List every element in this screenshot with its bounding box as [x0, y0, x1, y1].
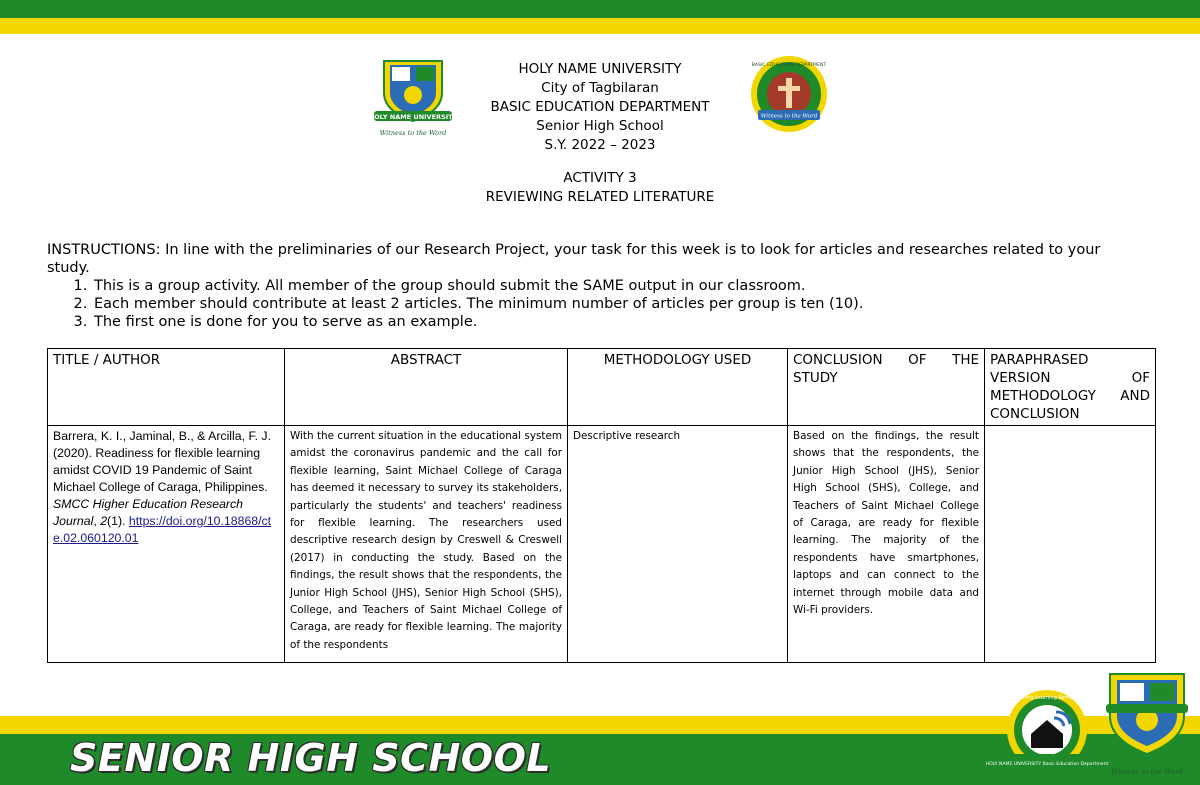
instructions-intro: INSTRUCTIONS: In line with the preliminaries of our Research Project, your task for this week is to look for articles and researches related to your study.: [47, 242, 1101, 276]
instruction-item: 3. The first one is done for you to serve as an example.: [92, 313, 1147, 331]
author-citation: Barrera, K. I., Jaminal, B., & Arcilla, F. J. (2020). Readiness for flexible learning amidst COVID 19 Pandemic of Saint Michael College of Caraga, Philippines.: [53, 429, 271, 494]
top-green-band: [0, 0, 1200, 18]
table-row: [48, 426, 1156, 663]
badge-label-text: HOLY NAME UNIVERSITY Basic Education Department: [985, 762, 1109, 767]
basic-education-seal-logo: [748, 54, 830, 134]
institution-header: [440, 60, 760, 155]
header-paraphrased: PARAPHRASED VERSION OF METHODOLOGY AND CONCLUSION: [985, 349, 1156, 426]
header-title-author: TITLE / AUTHOR: [48, 349, 285, 426]
header-abstract: ABSTRACT: [285, 349, 568, 426]
instruction-item: 2. Each member should contribute at least 2 articles. The minimum number of articles per group is ten (10).: [92, 295, 1147, 313]
header-methodology: METHODOLOGY USED: [568, 349, 788, 426]
instructions-block: [47, 241, 1147, 331]
remote-learning-badge-logo: [985, 688, 1109, 778]
cell-conclusion: Based on the findings, the result shows that the respondents, the Junior High School (JHS), Senior High School (SHS), College, and Teachers of Saint Michael College of Caraga, are ready for flexible learning. The majority of the respondents have smartphones, laptops and can connect to the internet through mobile data and Wi-Fi providers.: [788, 426, 985, 663]
instruction-item: 1. This is a group activity. All member of the group should submit the SAME output in our classroom.: [92, 277, 1147, 295]
crest-motto-text: Witness to the Word: [379, 129, 447, 137]
senior-high-school-banner: SENIOR HIGH SCHOOL: [70, 736, 552, 780]
footer-crest-motto: Witness to the Word: [1111, 768, 1183, 776]
cell-abstract: With the current situation in the educational system amidst the coronavirus pandemic and the call for flexible learning, Saint Michael College of Caraga has deemed it necessary to survey its stakeholders, particularly the students' and teachers' readiness for flexible learning. The researchers used descriptive research design by Creswell & Creswell (2017) in conducting the study. Based on the findings, the result shows that the respondents, the Junior High School (JHS), Senior High School (SHS), College, and Teachers of Saint Michael College of Caraga, are ready for flexible learning. The majority of the respondents: [285, 426, 568, 663]
activity-heading: [400, 169, 800, 207]
journal-issue: (1).: [107, 514, 129, 528]
seal-motto-text: Witness to the Word: [760, 113, 818, 120]
literature-review-table: [47, 348, 1156, 663]
school-name: Senior High School: [536, 118, 664, 134]
journal-name: SMCC Higher Education Research Journal: [53, 497, 244, 528]
department-name: BASIC EDUCATION DEPARTMENT: [490, 99, 710, 115]
city-name: City of Tagbilaran: [541, 80, 659, 96]
school-year: S.Y. 2022 – 2023: [544, 137, 656, 153]
badge-ring-text: Enabling Learning Remotely: [1011, 695, 1083, 701]
header-conclusion: CONCLUSION OF THE STUDY: [788, 349, 985, 426]
cell-paraphrased: [985, 426, 1156, 663]
activity-number: ACTIVITY 3: [563, 170, 637, 186]
university-name: HOLY NAME UNIVERSITY: [518, 61, 682, 77]
cell-title-author: [48, 426, 285, 663]
cell-methodology: Descriptive research: [568, 426, 788, 663]
top-yellow-band: [0, 18, 1200, 34]
instructions-list: [47, 277, 1147, 331]
hnu-crest-footer-logo: [1100, 664, 1194, 782]
doi-link[interactable]: https://doi.org/10.18868/cte.02.060120.01: [53, 514, 272, 545]
journal-volume: 2: [100, 514, 108, 528]
activity-title: REVIEWING RELATED LITERATURE: [485, 189, 715, 205]
seal-ring-text: BASIC EDUCATION DEPARTMENT: [751, 63, 827, 68]
journal-separator: ,: [93, 514, 101, 528]
table-header-row: [48, 349, 1156, 426]
crest-banner-text: HOLY NAME UNIVERSITY: [368, 113, 458, 121]
